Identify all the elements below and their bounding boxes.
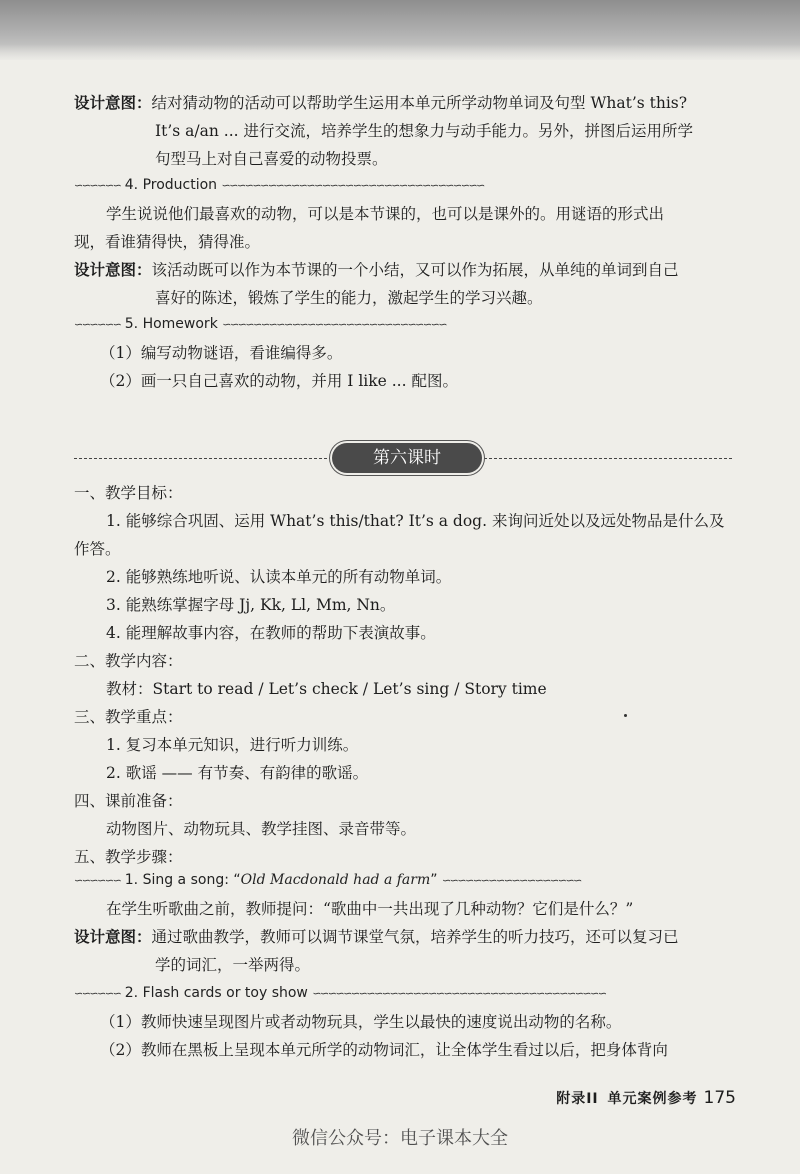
content-text: 教材：Start to read / Let’s check / Let’s sing / Story time — [106, 680, 547, 698]
objective-2: 2. 能够熟练地听说、认读本单元的所有动物单词。 — [106, 568, 452, 586]
objective-1: 1. 能够综合巩固、运用 What’s this/that? It’s a dog. 来询问近处以及远处物品是什么及 — [106, 512, 725, 530]
section-label: 单元案例参考 — [607, 1091, 698, 1107]
steps-heading: 五、教学步骤： — [74, 848, 183, 866]
step-2-heading: ∽∽∽∽∽∽ 2. Flash cards or toy show ∽∽∽∽∽∽∽∽∽∽∽∽∽∽∽∽∽∽∽∽∽∽∽∽∽∽∽∽∽∽∽∽∽∽∽∽∽∽ — [74, 985, 606, 1001]
step-1-heading: ∽∽∽∽∽∽ 1. Sing a song: “Old Macdonald had a farm” ∽∽∽∽∽∽∽∽∽∽∽∽∽∽∽∽∽∽ — [74, 872, 581, 888]
prep-heading: 四、课前准备： — [74, 792, 183, 810]
design-intent-2-line-2: 喜好的陈述，锻炼了学生的能力，激起学生的学习兴趣。 — [155, 289, 543, 307]
speck — [624, 714, 627, 717]
key-points-heading: 三、教学重点： — [74, 708, 183, 726]
production-body-line-2: 现，看谁猜得快，猜得准。 — [74, 233, 261, 251]
key-point-1: 1. 复习本单元知识，进行听力训练。 — [106, 736, 359, 754]
production-heading: ∽∽∽∽∽∽ 4. Production ∽∽∽∽∽∽∽∽∽∽∽∽∽∽∽∽∽∽∽∽∽∽∽∽∽∽∽∽∽∽∽∽∽∽ — [74, 177, 484, 193]
homework-item-1: （1）编写动物谜语，看谁编得多。 — [100, 344, 343, 362]
song-title: Old Macdonald had a farm — [240, 872, 431, 888]
page-footer — [556, 1088, 736, 1109]
design-intent-1-line-3: 句型马上对自己喜爱的动物投票。 — [155, 150, 388, 168]
design-intent-1-line-2: It’s a/an ... 进行交流，培养学生的想象力与动手能力。另外，拼图后运用所学 — [155, 122, 693, 140]
design-intent-3-line-1: 设计意图：通过歌曲教学，教师可以调节课堂气氛，培养学生的听力技巧，还可以复习已 — [74, 928, 679, 946]
lesson-title: 第六课时 — [332, 443, 482, 473]
objective-3: 3. 能熟练掌握字母 Jj, Kk, Ll, Mm, Nn。 — [106, 596, 396, 614]
homework-heading: ∽∽∽∽∽∽ 5. Homework ∽∽∽∽∽∽∽∽∽∽∽∽∽∽∽∽∽∽∽∽∽∽∽∽∽∽∽∽∽ — [74, 316, 447, 332]
content-heading: 二、教学内容： — [74, 652, 183, 670]
design-intent-label: 设计意图： — [74, 94, 152, 112]
watermark-text: 微信公众号：电子课本大全 — [292, 1128, 508, 1149]
objective-1-cont: 作答。 — [74, 540, 121, 558]
appendix-label: 附录II — [556, 1091, 599, 1107]
design-intent-2-line-1: 设计意图：该活动既可以作为本节课的一个小结，又可以作为拓展，从单纯的单词到自己 — [74, 261, 679, 279]
step-2-item-1: （1）教师快速呈现图片或者动物玩具，学生以最快的速度说出动物的名称。 — [100, 1013, 622, 1031]
step-2-item-2: （2）教师在黑板上呈现本单元所学的动物词汇，让全体学生看过以后，把身体背向 — [100, 1041, 668, 1059]
homework-item-2: （2）画一只自己喜欢的动物，并用 I like ... 配图。 — [100, 372, 458, 390]
page-number: 175 — [703, 1088, 736, 1108]
design-intent-3-line-2: 学的词汇，一举两得。 — [155, 956, 311, 974]
key-point-2: 2. 歌谣 —— 有节奏、有韵律的歌谣。 — [106, 764, 369, 782]
production-body-line-1: 学生说说他们最喜欢的动物，可以是本节课的，也可以是课外的。用谜语的形式出 — [106, 205, 665, 223]
objectives-heading: 一、教学目标： — [74, 484, 183, 502]
step-1-body: 在学生听歌曲之前，教师提问：“歌曲中一共出现了几种动物？它们是什么？” — [106, 900, 634, 918]
design-intent-1-line-1: 设计意图：结对猜动物的活动可以帮助学生运用本单元所学动物单词及句型 What’s this? — [74, 94, 688, 112]
objective-4: 4. 能理解故事内容，在教师的帮助下表演故事。 — [106, 624, 436, 642]
prep-text: 动物图片、动物玩具、教学挂图、录音带等。 — [106, 820, 417, 838]
